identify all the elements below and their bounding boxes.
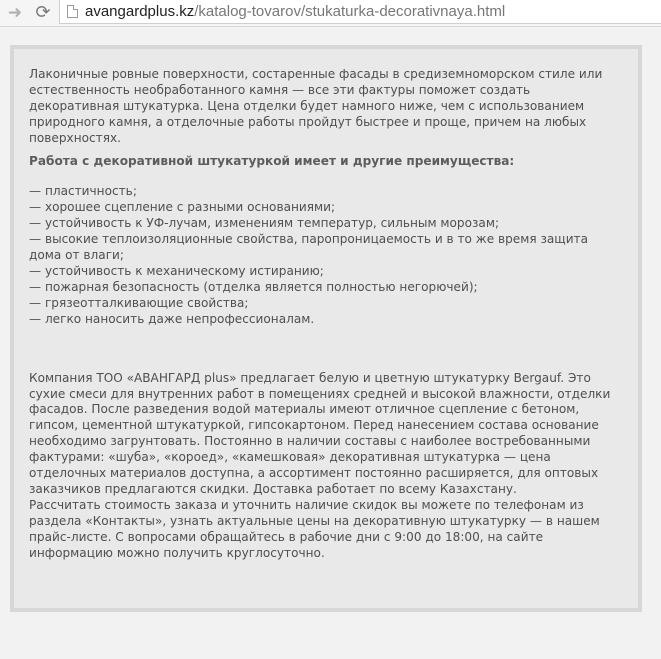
advantages-heading: Работа с декоративной штукатуркой имеет и другие преимущества: bbox=[29, 153, 515, 168]
list-item: — легко наносить даже непрофессионалам. bbox=[29, 311, 315, 326]
content-box bbox=[10, 45, 642, 612]
list-item: — устойчивость к механическому истиранию; bbox=[29, 263, 324, 278]
list-item: — грязеотталкивающие свойства; bbox=[29, 295, 249, 310]
forward-arrow-icon[interactable]: ➜ bbox=[7, 2, 23, 23]
url-host: avangardplus.kz bbox=[85, 3, 195, 20]
address-bar[interactable] bbox=[59, 0, 661, 24]
url-path: /katalog-tovarov/stukaturka-decorativnaya.html bbox=[194, 3, 506, 20]
company-paragraph: Компания ТОО «АВАНГАРД plus» предлагает белую и цветную штукатурку Bergauf. Это сухие смеси для внутренних работ в помещениях средней и высокой влажности, отделки фасадов. После разведения водой материалы имеют отличное сцепление с бетоном, гипсом, цементной штукатуркой, гипсокартоном. Перед нанесением состава основание необходимо загрунтовать. Постоянно в наличии составы с наиболее востребованными фактурами: «шуба», «короед», «камешковая» декоративная штукатурка — цена отделочных материалов доступна, а ассортимент постоянно расширяется, для оптовых заказчиков предлагаются скидки. Доставка работает по всему Казахстану. bbox=[29, 370, 611, 496]
list-item: — высокие теплоизоляционные свойства, паропроницаемость и в то же время защита дома от влаги; bbox=[29, 232, 589, 263]
list-item: — устойчивость к УФ-лучам, изменениям температур, сильным морозам; bbox=[29, 216, 500, 231]
browser-toolbar bbox=[0, 0, 661, 27]
contact-paragraph: Рассчитать стоимость заказа и уточнить наличие скидок вы можете по телефонам из раздела «Контакты», узнать актуальные цены на декоративную штукатурку — в нашем прайс-листе. С вопросами обращайтесь в рабочие дни с 9:00 до 18:00, на сайте информацию можно получить круглосуточно. bbox=[29, 497, 600, 560]
page-icon bbox=[67, 5, 78, 18]
intro-paragraph: Лаконичные ровные поверхности, состаренные фасады в средиземноморском стиле или естественность необработанного камня — все эти фактуры поможет создать декоративная штукатурка. Цена отделки будет намного ниже, чем с использованием природного камня, а отделочные работы пройдут быстрее и проще, причем на любых поверхностях. bbox=[29, 67, 603, 145]
advantages-list bbox=[29, 184, 622, 327]
reload-icon[interactable]: ⟳ bbox=[35, 2, 51, 23]
list-item: — пожарная безопасность (отделка является полностью негорючей); bbox=[29, 279, 478, 294]
list-item: — хорошее сцепление с разными основаниями; bbox=[29, 200, 336, 215]
spacer bbox=[29, 328, 622, 371]
list-item: — пластичность; bbox=[29, 184, 137, 199]
